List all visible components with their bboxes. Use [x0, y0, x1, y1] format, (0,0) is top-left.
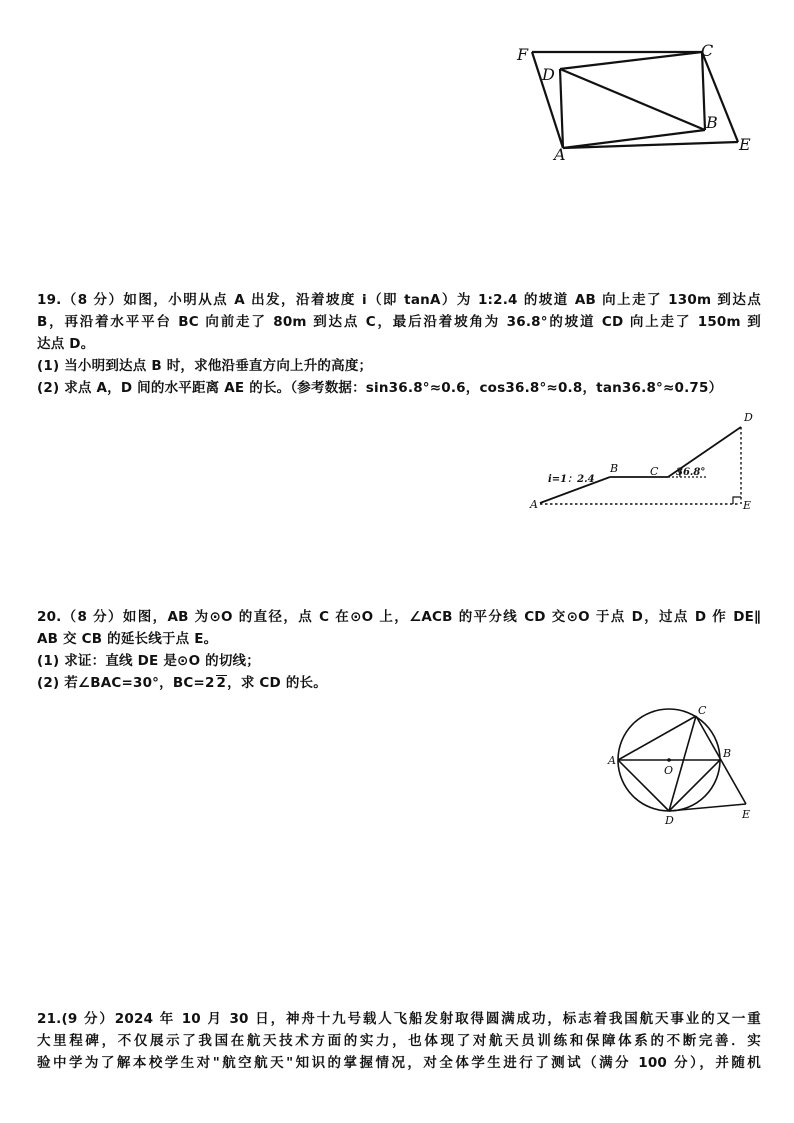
- label-d: D: [542, 65, 555, 84]
- sqrt-radicand: 2: [216, 675, 227, 691]
- label-a: A: [554, 145, 566, 163]
- label-a: A: [530, 498, 538, 511]
- label-b: B: [723, 747, 732, 760]
- label-c: C: [701, 41, 714, 60]
- q21-line-1: 21.(9 分）2024 年 10 月 30 日，神舟十九号载人飞船发射取得圆满成功，标志着我国航天事业的又一重: [37, 1011, 761, 1027]
- center-point: [667, 758, 671, 762]
- segment-cb: [702, 52, 705, 130]
- q21-line-2: 大里程碑，不仅展示了我国在航天技术方面的实力，也体现了对航天员训练和保障体系的不断完善．实: [37, 1033, 761, 1049]
- q20-part-1: (1) 求证：直线 DE 是⊙O 的切线；: [37, 653, 260, 669]
- q20-line-1: 20.（8 分）如图，AB 为⊙O 的直径，点 C 在⊙O 上，∠ACB 的平分线 CD 交⊙O 于点 D，过点 D 作 DE∥: [37, 609, 761, 625]
- q20-line-2: AB 交 CB 的延长线于点 E。: [37, 631, 218, 647]
- label-c: C: [650, 465, 659, 478]
- label-c: C: [698, 704, 707, 717]
- right-angle-mark: [733, 497, 741, 504]
- figure-circle: [606, 700, 768, 828]
- label-d: D: [744, 411, 753, 424]
- chord-ac: [618, 716, 696, 760]
- label-b: B: [610, 462, 619, 475]
- label-e: E: [743, 499, 752, 512]
- q20-part-2: (2) 若∠BAC=30°，BC=2 2，求 CD 的长。: [37, 675, 327, 691]
- q19-line-3: 达点 D。: [37, 336, 95, 352]
- line-de: [669, 804, 746, 811]
- figure-slope: [528, 405, 768, 517]
- angle-label: 36.8°: [676, 467, 706, 478]
- label-f: F: [517, 45, 529, 64]
- label-b: B: [706, 113, 718, 132]
- figure-parallelogram: [510, 38, 770, 163]
- label-e: E: [742, 808, 751, 821]
- segment-dc: [560, 52, 702, 69]
- label-d: D: [665, 814, 674, 827]
- q19-line-2: B，再沿着水平平台 BC 向前走了 80m 到达点 C，最后沿着坡角为 36.8°的坡道 CD 向上走了 150m 到: [37, 314, 761, 330]
- segment-db: [560, 69, 705, 130]
- q19-part-2: (2) 求点 A，D 间的水平距离 AE 的长。（参考数据：sin36.8°≈0.6，cos36.8°≈0.8，tan36.8°≈0.75）: [37, 380, 723, 396]
- label-a: A: [608, 754, 616, 767]
- label-o: O: [664, 764, 674, 777]
- slope-ratio-label: i=1：2.4: [548, 474, 595, 485]
- q19-line-1: 19.（8 分）如图，小明从点 A 出发，沿着坡度 i（即 tanA）为 1:2.4 的坡道 AB 向上走了 130m 到达点: [37, 292, 761, 308]
- question-21: [37, 1008, 761, 1074]
- question-19: [37, 289, 761, 399]
- q21-line-3: 验中学为了解本校学生对"航空航天"知识的掌握情况，对全体学生进行了测试（满分 100 分），并随机: [37, 1055, 761, 1071]
- question-20: [37, 606, 761, 694]
- segment-da: [560, 69, 563, 148]
- label-e: E: [739, 135, 751, 154]
- q19-part-1: (1) 当小明到达点 B 时，求他沿垂直方向上升的高度；: [37, 358, 373, 374]
